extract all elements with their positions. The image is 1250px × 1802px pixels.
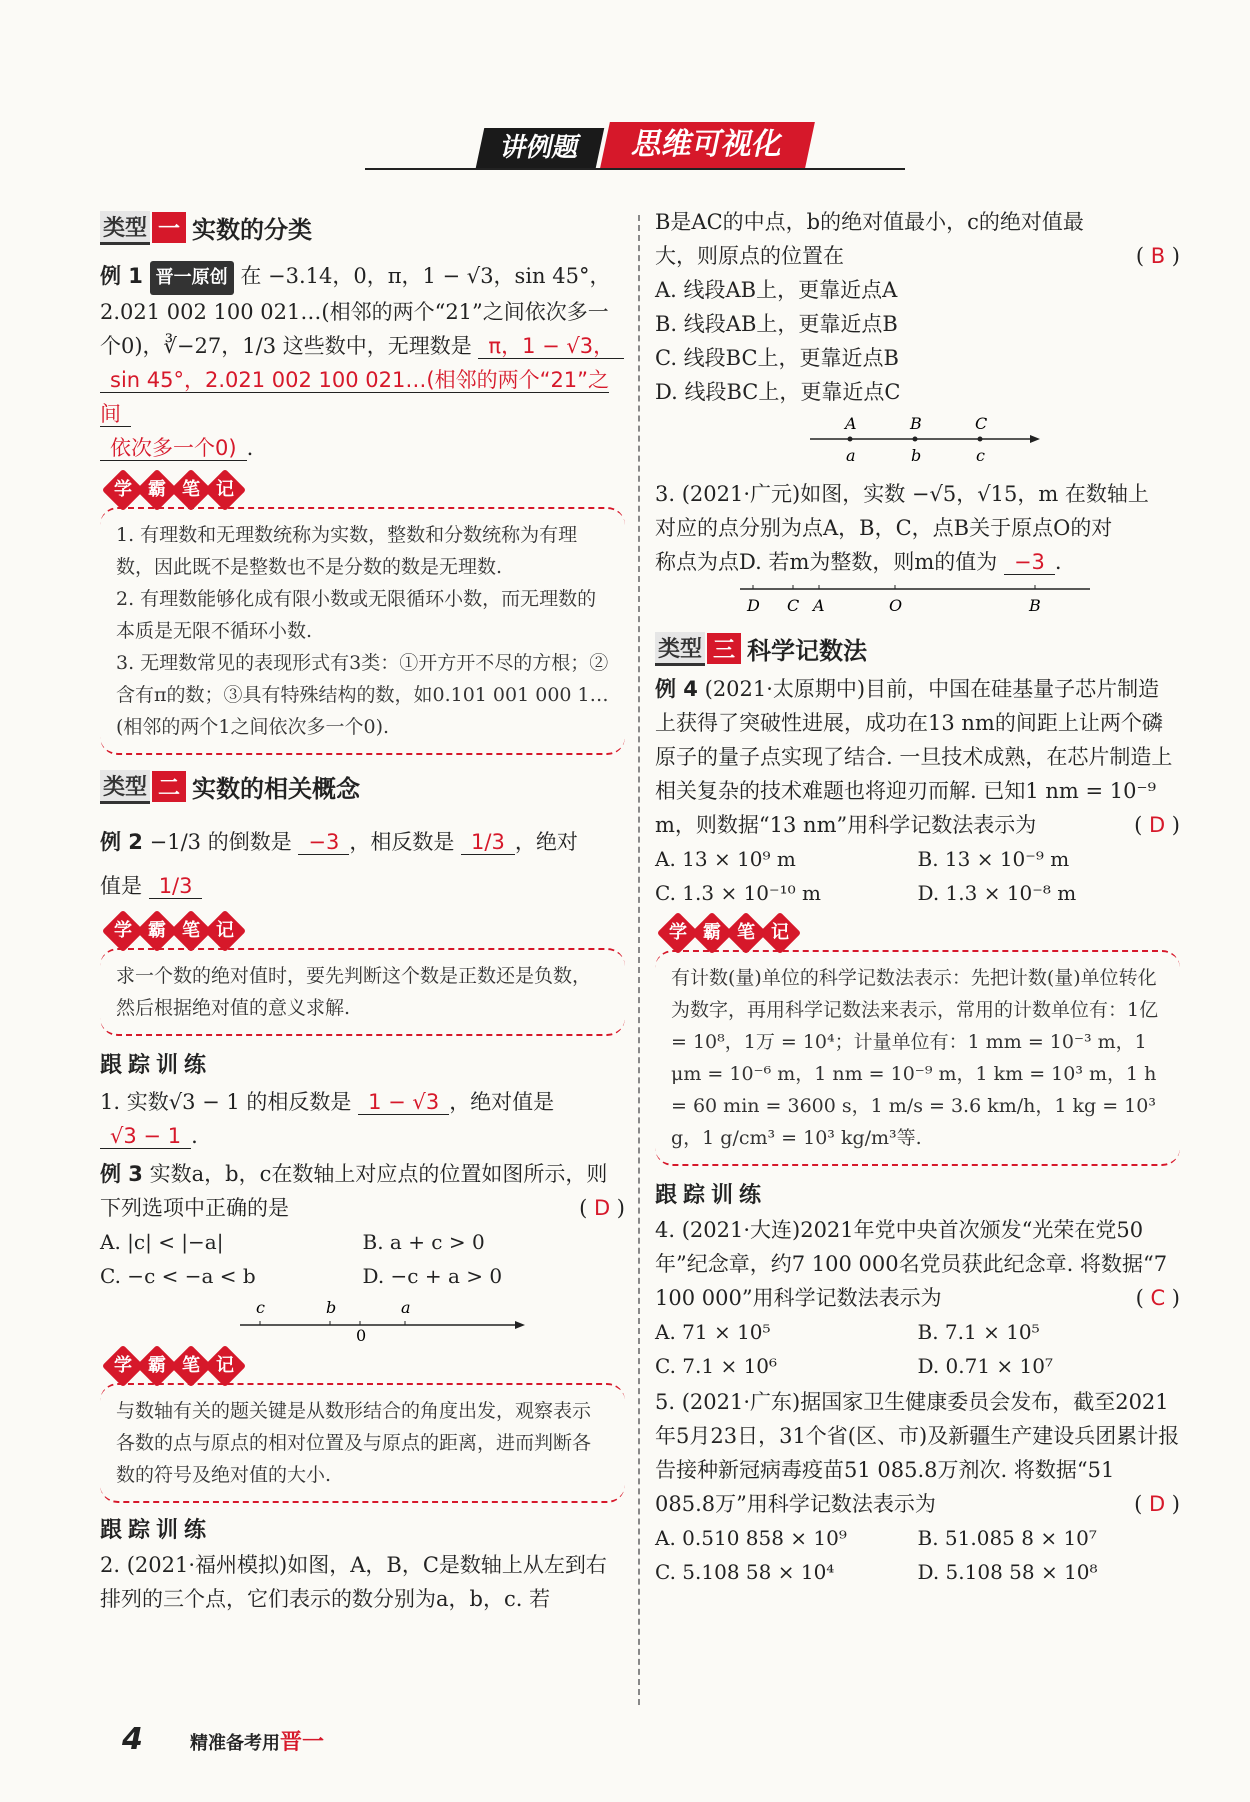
example1-answer3: 依次多一个0)	[100, 436, 247, 461]
page-number: 4	[122, 1722, 143, 1757]
training4-paren: ( C )	[1135, 1286, 1180, 1310]
note-box-4	[655, 950, 1180, 1166]
axis-label-b: b	[326, 1298, 337, 1317]
training5-option-d: D. 5.108 58 × 10⁸	[917, 1560, 1098, 1584]
training4-option-a: A. 71 × 10⁵	[655, 1320, 771, 1344]
training2-cont1: B是AC的中点，b的绝对值最小，c的绝对值最	[655, 210, 1084, 234]
axis2-label-b: b	[911, 446, 922, 465]
example1-answer1: π，1 − √3，	[478, 334, 624, 359]
note1-item2: 2. 有理数能够化成有限小数或无限循环小数，而无理数的本质是无限不循环小数.	[116, 588, 597, 642]
example3-options-row1	[100, 1225, 625, 1259]
example2-answer2: 1/3	[461, 830, 515, 855]
badge-char: 笔	[170, 1345, 212, 1387]
training5-option-a: A. 0.510 858 × 10⁹	[655, 1526, 847, 1550]
note-box-1	[100, 507, 625, 755]
training2-option-b: B. 线段AB上，更靠近点B	[655, 312, 898, 336]
example4-label: 例 4	[655, 677, 698, 701]
badge-char: 霸	[136, 910, 178, 952]
original-tag: 晋一原创	[150, 261, 234, 295]
training3-q3: 称点为点D. 若m为整数，则m的值为	[655, 550, 998, 574]
training4-options-row1	[655, 1315, 1180, 1349]
example1-label: 例 1	[100, 264, 143, 288]
example2-q1: −1/3 的倒数是	[149, 830, 292, 854]
note4-text: 有计数(量)单位的科学记数法表示：先把计数(量)单位转化为数字，再用科学记数法来表示，常用的计数单位有：1亿 = 10⁸，1万 = 10⁴；计量单位有：1 mm = 10⁻³ m，1 μm = 10⁻⁶ m，1 nm = 10⁻⁹ m，1 km = 10³ m，1 h = 60 min = 3600 s，1 m/s = 3.6 km/h，1 kg = 10³ g，1 g/cm³ = 10³ kg/m³等.	[671, 967, 1159, 1149]
type-label: 类型	[100, 211, 150, 245]
header-left-label: 讲例题	[476, 128, 605, 168]
example4-option-b: B. 13 × 10⁻⁹ m	[917, 847, 1070, 871]
type1-title: 实数的分类	[192, 216, 313, 244]
badge-char: 霸	[691, 912, 733, 954]
example2-q2: ，相反数是	[349, 830, 455, 854]
training4	[655, 1213, 1180, 1315]
example1-answer2: sin 45°，2.021 002 100 021…(相邻的两个“21”之间	[100, 368, 610, 426]
example4-option-a: A. 13 × 10⁹ m	[655, 847, 796, 871]
training-heading-3: 跟踪训练	[655, 1183, 768, 1208]
badge-char: 霸	[136, 1345, 178, 1387]
example2-answer3: 1/3	[149, 874, 203, 899]
note2-text: 求一个数的绝对值时，要先判断这个数是正数还是负数，然后根据绝对值的意义求解.	[116, 965, 592, 1019]
example4-answer: D	[1148, 813, 1166, 837]
training4-options-row2	[655, 1349, 1180, 1383]
type-number: 二	[152, 771, 186, 802]
type-label: 类型	[655, 632, 705, 666]
type2-title: 实数的相关概念	[192, 775, 361, 803]
training4-option-d: D. 0.71 × 10⁷	[917, 1354, 1054, 1378]
note-badge-4	[663, 918, 1180, 948]
axis2-label-B: B	[910, 414, 922, 433]
example3-paren: ( D )	[579, 1196, 625, 1220]
training5-options-row2	[655, 1555, 1180, 1589]
example2-label: 例 2	[100, 830, 143, 854]
example3-answer: D	[593, 1196, 611, 1220]
example2-q3: ，绝对	[514, 830, 578, 854]
axis2-label-A: A	[845, 414, 857, 433]
header-rule	[365, 168, 905, 170]
example3-option-a: A. |c| < |−a|	[100, 1230, 224, 1254]
example3-number-line	[230, 1293, 530, 1343]
example4	[655, 672, 1180, 842]
badge-char: 笔	[725, 912, 767, 954]
training5-paren: ( D )	[1134, 1492, 1180, 1516]
type3-title: 科学记数法	[747, 637, 868, 665]
training5-options-row1	[655, 1521, 1180, 1555]
note1-item1: 1. 有理数和无理数统称为实数，整数和分数统称为有理数，因此既不是整数也不是分数的数是无理数.	[116, 524, 578, 578]
type-number: 一	[152, 212, 186, 243]
training2-cont2: 大，则原点的位置在	[655, 244, 844, 268]
training3: 3. (2021·广元)如图，实数 −√5，√15，m 在数轴上 对应的点分别为点A，B，C，点B关于原点O的对 称点为点D. 若m为整数，则m的值为 −3 .	[655, 482, 1149, 574]
axis2-label-a: a	[846, 446, 856, 465]
badge-char: 学	[657, 912, 699, 954]
training1-answer2: √3 − 1	[100, 1124, 191, 1149]
footer-label: 精准备考用	[190, 1733, 280, 1754]
type-number: 三	[707, 633, 741, 664]
example3-option-c: C. −c < −a < b	[100, 1264, 256, 1288]
footer-text	[190, 1725, 324, 1756]
axis-label-a: a	[401, 1298, 411, 1317]
example3-option-d: D. −c + a > 0	[362, 1264, 503, 1288]
example4-paren: ( D )	[1134, 813, 1180, 837]
example4-text: (2021·太原期中)目前，中国在硅基量子芯片制造上获得了突破性进展，成功在13 nm的间距上让两个磷原子的量子点实现了结合. 一旦技术成熟，在芯片制造上相关复杂的技术难题也将迎刃而解. 已知1 nm = 10⁻⁹ m，则数据“13 nm”用科学记数法表示为	[655, 677, 1173, 837]
type3-heading	[655, 631, 1180, 666]
training1: 1. 实数√3 − 1 的相反数是 1 − √3 ，绝对值是 √3 − 1 .	[100, 1090, 555, 1148]
example2-q4: 值是	[100, 874, 142, 898]
badge-char: 记	[759, 912, 801, 954]
note1-item3: 3. 无理数常见的表现形式有3类：①开方开不尽的方根；②含有π的数；③具有特殊结构的数，如0.101 001 000 1…(相邻的两个1之间依次多一个0).	[116, 652, 609, 738]
training5-option-c: C. 5.108 58 × 10⁴	[655, 1560, 835, 1584]
badge-char: 记	[204, 1345, 246, 1387]
badge-char: 学	[102, 1345, 144, 1387]
training-heading: 跟踪训练	[100, 1053, 213, 1078]
example4-option-c: C. 1.3 × 10⁻¹⁰ m	[655, 881, 821, 905]
note-box-2	[100, 948, 625, 1036]
training3-q2: 对应的点分别为点A，B，C，点B关于原点O的对	[655, 516, 1113, 540]
training2-number-line	[805, 409, 1045, 469]
axis3-label-C: C	[787, 596, 800, 615]
training2-option-c: C. 线段BC上，更靠近点B	[655, 346, 899, 370]
example3	[100, 1157, 625, 1225]
example3-label: 例 3	[100, 1162, 143, 1186]
axis2-label-C: C	[975, 414, 988, 433]
training1-answer1: 1 − √3	[358, 1090, 449, 1115]
training2-answer: B	[1150, 244, 1166, 268]
training3-q1: 3. (2021·广元)如图，实数 −√5，√15，m 在数轴上	[655, 482, 1149, 506]
training4-answer: C	[1150, 1286, 1166, 1310]
note3-text: 与数轴有关的题关键是从数形结合的角度出发，观察表示各数的点与原点的相对位置及与原点的距离，进而判断各数的符号及绝对值的大小.	[116, 1400, 592, 1486]
example3-question: 实数a，b，c在数轴上对应点的位置如图所示，则下列选项中正确的是	[100, 1162, 608, 1220]
example3-options-row2	[100, 1259, 625, 1293]
axis3-label-O: O	[889, 596, 903, 615]
axis-label-c: c	[256, 1298, 265, 1317]
axis2-label-c: c	[976, 446, 985, 465]
example2	[100, 820, 625, 908]
training5-option-b: B. 51.085 8 × 10⁷	[917, 1526, 1097, 1550]
type1-heading	[100, 210, 625, 245]
note-box-3	[100, 1383, 625, 1503]
example4-options-row1	[655, 842, 1180, 876]
right-column	[655, 205, 1180, 1589]
badge-char: 笔	[170, 910, 212, 952]
training2-option-a: A. 线段AB上，更靠近点A	[655, 278, 898, 302]
training2-option-d: D. 线段BC上，更靠近点C	[655, 380, 901, 404]
note-badge-3	[108, 1351, 625, 1381]
training3-number-line	[735, 579, 1095, 619]
axis-label-0: 0	[356, 1326, 367, 1343]
badge-char: 记	[204, 910, 246, 952]
note-badge	[108, 475, 625, 505]
training4-question: 4. (2021·大连)2021年党中央首次颁发“光荣在党50年”纪念章，约7 100 000名党员获此纪念章. 将数据“7 100 000”用科学记数法表示为	[655, 1218, 1168, 1310]
training2-paren: ( B )	[1135, 244, 1180, 268]
training5	[655, 1385, 1180, 1521]
example1-text2: 2.021 002 100 021…(相邻的两个“21”之间依次多一	[100, 300, 609, 324]
axis3-label-B: B	[1029, 596, 1041, 615]
type-label: 类型	[100, 770, 150, 804]
example3-option-b: B. a + c > 0	[362, 1230, 485, 1254]
example1: 例 1 晋一原创 在 −3.14，0，π，1 − √3，sin 45°， 2.021 002 100 021…(相邻的两个“21”之间依次多一 个0)，∛−27，1/3 这些数中，无理数是 π，1 − √3， sin 45°，2.021 002 100 021…(相邻的两个“21”之间 依次多一个0) .	[100, 259, 625, 465]
column-divider	[638, 215, 640, 1705]
example4-options-row2	[655, 876, 1180, 910]
badge-char: 记	[204, 469, 246, 511]
training2-question: 2. (2021·福州模拟)如图，A，B，C是数轴上从左到右排列的三个点，它们表示的数分别为a，b，c. 若	[100, 1553, 607, 1611]
training2-continued	[655, 205, 1180, 273]
training4-option-b: B. 7.1 × 10⁵	[917, 1320, 1040, 1344]
example1-text1: 在 −3.14，0，π，1 − √3，sin 45°，	[240, 264, 611, 288]
axis3-label-D: D	[747, 596, 760, 615]
badge-char: 霸	[136, 469, 178, 511]
example1-text3: 个0)，∛−27，1/3 这些数中，无理数是	[100, 334, 472, 358]
training-heading-2: 跟踪训练	[100, 1518, 213, 1543]
type2-heading	[100, 769, 625, 804]
axis3-label-A: A	[813, 596, 825, 615]
example4-option-d: D. 1.3 × 10⁻⁸ m	[917, 881, 1077, 905]
footer-brand: 晋一	[280, 1730, 325, 1755]
badge-char: 学	[102, 910, 144, 952]
training5-answer: D	[1148, 1492, 1166, 1516]
training4-option-c: C. 7.1 × 10⁶	[655, 1354, 778, 1378]
training3-answer: −3	[1004, 550, 1055, 575]
training1-question: 1. 实数√3 − 1 的相反数是	[100, 1090, 352, 1114]
training1-q2: ，绝对值是	[449, 1090, 555, 1114]
training5-question: 5. (2021·广东)据国家卫生健康委员会发布，截至2021年5月23日，31个省(区、市)及新疆生产建设兵团累计报告接种新冠病毒疫苗51 085.8万剂次. 将数据“51 085.8万”用科学记数法表示为	[655, 1390, 1180, 1516]
header-right-label: 思维可视化	[600, 122, 815, 168]
badge-char: 学	[102, 469, 144, 511]
example2-answer1: −3	[298, 830, 349, 855]
note-badge-2	[108, 916, 625, 946]
left-column	[100, 210, 625, 1616]
badge-char: 笔	[170, 469, 212, 511]
